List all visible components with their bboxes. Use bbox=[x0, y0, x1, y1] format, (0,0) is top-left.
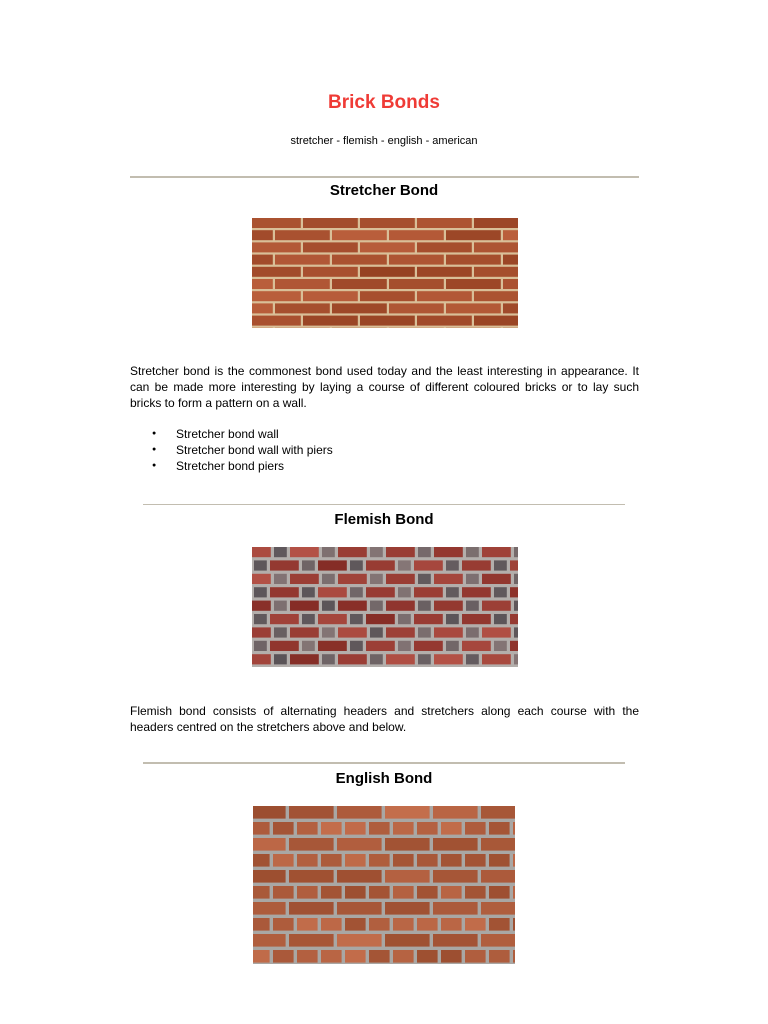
section-title-english: English Bond bbox=[335, 770, 433, 787]
page-title: Brick Bonds bbox=[328, 92, 440, 113]
section-divider-flemish bbox=[143, 504, 625, 505]
link-stretcher-bond-wall[interactable]: Stretcher bond wall bbox=[176, 427, 279, 441]
link-stretcher-bond-piers[interactable]: Stretcher bond piers bbox=[176, 459, 285, 473]
link-stretcher-bond-wall-with-piers[interactable]: Stretcher bond wall with piers bbox=[176, 443, 333, 457]
flemish-bond-image bbox=[252, 547, 518, 667]
section-divider-english bbox=[143, 762, 625, 764]
list-item[interactable] bbox=[130, 458, 639, 474]
flemish-bond-paragraph: Flemish bond consists of alternating headers and stretchers along each course with the headers centred on the stretchers above and below. bbox=[130, 704, 639, 734]
bullet-icon: ● bbox=[152, 462, 157, 469]
list-item[interactable] bbox=[130, 442, 639, 458]
section-divider-stretcher bbox=[130, 176, 639, 178]
stretcher-bond-link-list bbox=[130, 426, 639, 474]
page-subtitle: stretcher - flemish - english - american bbox=[290, 135, 478, 147]
section-title-flemish: Flemish Bond bbox=[334, 511, 434, 528]
section-title-stretcher: Stretcher Bond bbox=[329, 182, 439, 199]
list-item[interactable] bbox=[130, 426, 639, 442]
bullet-icon: ● bbox=[152, 430, 157, 437]
bullet-icon: ● bbox=[152, 446, 157, 453]
stretcher-bond-paragraph: Stretcher bond is the commonest bond used today and the least interesting in appearance. It can be made more interesting by laying a course of different coloured bricks or to lay such bricks to form a pattern on a wall. bbox=[130, 364, 639, 410]
english-bond-image bbox=[253, 806, 515, 964]
stretcher-bond-image bbox=[252, 218, 518, 328]
